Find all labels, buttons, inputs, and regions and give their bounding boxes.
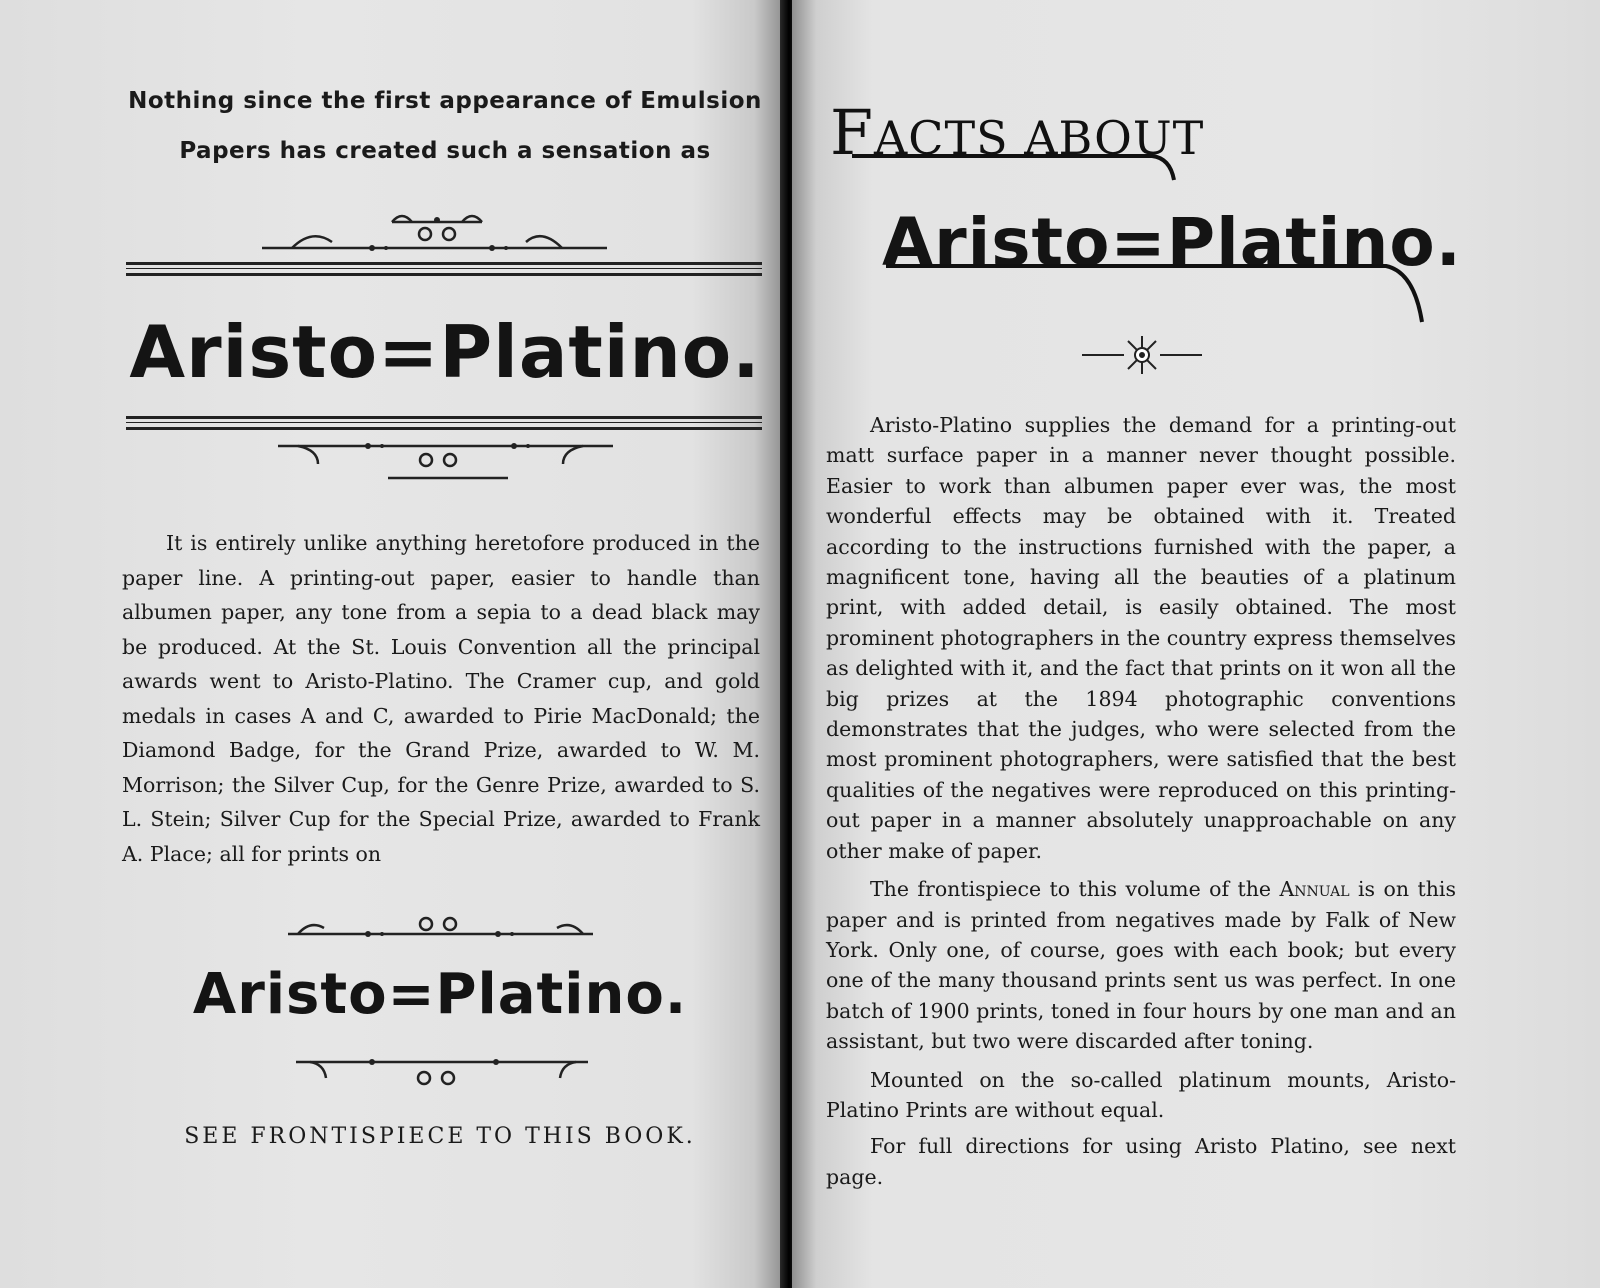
left-page — [0, 0, 786, 1288]
brand-title-right: Aristo=Platino. — [882, 204, 1462, 281]
left-paragraph: It is entirely unlike anything heretofore produced in the paper line. A printing-out paper, easier to handle than albumen paper, any tone from a sepia to a dead black may be produced. At the St. Louis Convention all the principal awards went to Aristo-Platino. The Cramer cup, and gold medals in cases A and C, awarded to Pirie MacDonald; the Diamond Badge, for the Grand Prize, awarded to W. M. Morrison; the Silver Cup, for the Genre Prize, awarded to S. L. Stein; Silver Cup for the Special Prize, awarded to Frank A. Place; all for prints on — [122, 531, 760, 866]
right-paragraph-1: Aristo-Platino supplies the demand for a printing-out matt surface paper in a manner never thought possible. Easier to work than albumen paper ever was, the most wonderful effects may be obtained with it. Treated according to the instructions furnished with the paper, a magnificent tone, having all the beauties of a platinum print, with added detail, is easily obtained. The most prominent photographers in the country express themselves as delighted with it, and the fact that prints on it won all the big prizes at the 1894 photographic conventions demonstrates that the judges, who were selected from the most prominent photographers, were satisfied that the best qualities of the negatives were reproduced on this printing-out paper in a manner absolutely unapproachable on any other make of paper. — [826, 413, 1456, 863]
right-paragraph-4: For full directions for using Aristo Platino, see next page. — [826, 1134, 1456, 1189]
intro-line-2: Papers has created such a sensation as — [179, 138, 711, 164]
see-frontispiece-note: SEE FRONTISPIECE TO THIS BOOK. — [184, 1124, 696, 1149]
heading-rest: ACTS ABOUT — [874, 111, 1205, 165]
brand-title-top: Aristo=Platino. — [129, 310, 761, 394]
flourish-ornament-top — [262, 208, 622, 260]
annual-smallcaps: Annual — [1279, 877, 1350, 902]
right-body-text — [826, 410, 1456, 1192]
intro-line-1: Nothing since the first appearance of Emulsion — [128, 88, 762, 114]
left-body-text — [122, 526, 760, 871]
flourish-ornament-bottom — [296, 1054, 596, 1090]
brand-swash — [886, 258, 1446, 330]
p2-text-a: The frontispiece to this volume of the — [870, 877, 1280, 902]
star-ornament — [1082, 334, 1202, 376]
p2-text-b: is on this paper and is printed from negatives made by Falk of New York. Only one, of course, goes with each book; but every one of the many thousand prints sent us was perfect. In one batch of 1900 prints, toned in four hours by one man and an assistant, but two were discarded after toning. — [826, 877, 1456, 1054]
flourish-ornament-lower — [288, 912, 600, 946]
double-rule-top — [126, 262, 762, 276]
brand-title-bottom: Aristo=Platino. — [192, 962, 688, 1027]
right-page — [792, 0, 1600, 1288]
right-paragraph-3: Mounted on the so-called platinum mounts, Aristo-Platino Prints are without equal. — [826, 1067, 1456, 1122]
heading-initial: F — [830, 96, 875, 169]
right-paragraph-2 — [826, 874, 1456, 1056]
heading-swash — [852, 150, 1182, 186]
double-rule-middle — [126, 416, 762, 430]
flourish-ornament-middle — [278, 436, 618, 490]
